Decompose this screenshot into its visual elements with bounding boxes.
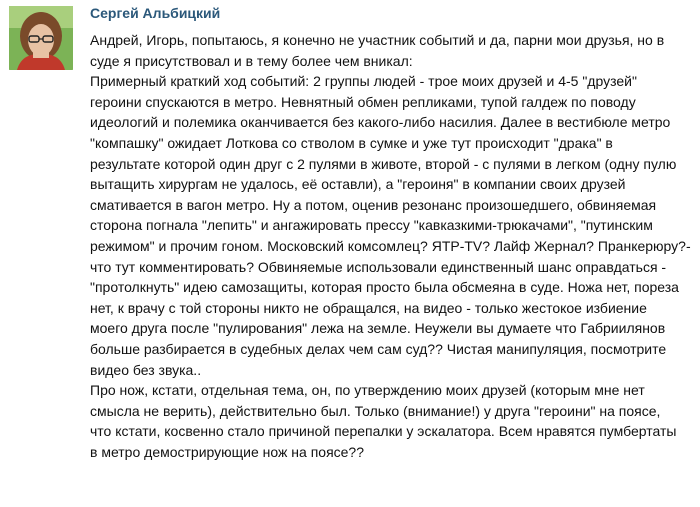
text-line: режимом" и прочим гоном. Московский комсомлец? ЯТР-TV? Лайф Жернал? Пранкерюру?- xyxy=(90,237,691,254)
text-line: моего друга после "пулирования" лежа на земле. Неужели вы думаете что Габриилянов xyxy=(90,320,666,337)
text-line: "протолкнуть" идею самозащиты, которая просто была обсмеяна в суде. Ножа нет, пореза xyxy=(90,279,679,296)
text-line: смысла не верить), действительно был. Только (внимание!) у друга "героини" на поясе, xyxy=(90,402,661,419)
text-line: больше разбирается в судебных делах чем сам суд?? Чистая манипуляция, посмотрите xyxy=(90,340,667,357)
text-line: в метро демострирующие нож на поясе?? xyxy=(90,443,365,460)
text-line: Андрей, Игорь, попытаюсь, я конечно не участник событий и да, парни мои друзья, но в xyxy=(90,32,665,48)
paragraph-intro xyxy=(90,30,696,71)
text-line: "компашку" ожидает Лоткова со стволом в сумке и уже тут происходит "драка" в xyxy=(90,134,613,151)
paragraph-knife xyxy=(90,380,696,462)
text-line: суде я присутствовал и в тему более чем вникал: xyxy=(90,52,413,69)
text-line: вытащить хирургам не удалось, её оставли), а "героиня" в компании своих друзей xyxy=(90,176,626,193)
text-line: что кстати, косвенно стало причиной перепалки у эскалатора. Всем нравятся пумбертаты xyxy=(90,423,677,440)
author-avatar[interactable] xyxy=(9,6,73,70)
user-photo-icon xyxy=(9,6,73,70)
author-name-link[interactable]: Сергей Альбицкий xyxy=(90,5,221,21)
text-line: что тут комментировать? Обвиняемые использовали единственный шанс оправдаться - xyxy=(90,258,667,275)
text-line: смативается в вагон метро. Ну а потом, оценив резонанс произошедшего, обвиняемая xyxy=(90,196,657,213)
text-line: героини спускаются в метро. Невнятный обмен репликами, тупой галдеж по поводу xyxy=(90,93,636,110)
comment-text xyxy=(90,30,696,462)
text-line: нет, к врачу с той стороны никто не обращался, на видео - только жестокое избиение xyxy=(90,299,647,316)
text-line: Примерный краткий ход событий: 2 группы людей - трое моих друзей и 4-5 "друзей" xyxy=(90,73,637,90)
text-line: идеологий и полемика оканчивается без какого-либо насилия. Далее в вестибюле метро xyxy=(90,114,671,131)
text-line: сторона погнала "лепить" и ангажировать прессу "кавказкими-трюкачами", "путинским xyxy=(90,217,653,234)
text-line: видео без звука.. xyxy=(90,361,202,378)
text-line: Про нож, кстати, отдельная тема, он, по утверждению моих друзей (которым мне нет xyxy=(90,382,645,399)
text-line: результате которой один друг с 2 пулями в животе, второй - с пулями в легком (одну пулю xyxy=(90,155,677,172)
paragraph-events xyxy=(90,71,696,380)
